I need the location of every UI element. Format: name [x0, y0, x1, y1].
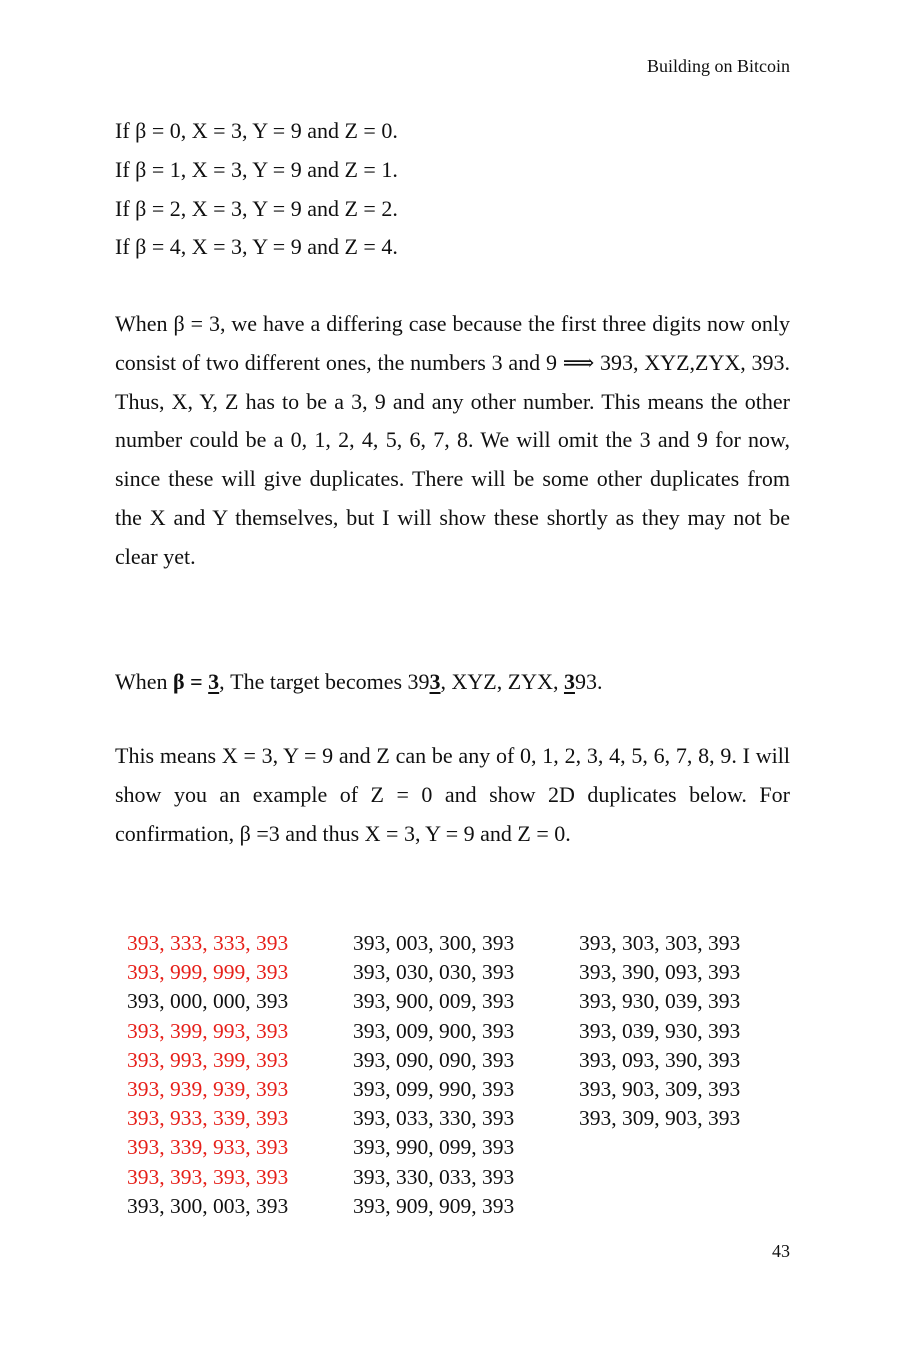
number-sequence: 393, 330, 033, 393 [353, 1164, 515, 1189]
condition-line: If β = 2, X = 3, Y = 9 and Z = 2. [115, 195, 398, 221]
number-sequence: 393, 309, 903, 393 [579, 1106, 741, 1131]
number-sequence: 393, 039, 930, 393 [579, 1018, 741, 1043]
number-table-column-3 [579, 929, 794, 1133]
number-sequence: 393, 390, 093, 393 [579, 960, 741, 985]
condition-line: If β = 0, X = 3, Y = 9 and Z = 0. [115, 118, 398, 143]
paragraph-beta3-explanation: When β = 3, we have a differing case because the first three digits now only consist of two different ones, the numbers 3 and 9 ⟹ 393, XYZ,ZYX, 393. Thus, X, Y, Z has to be a 3, 9 and any other number. This means the other number could be a 0, 1, 2, 4, 5, 6, 7, 8. We will omit the 3 and 9 for now, since these will give duplicates. There will be some other duplicates from the X and Y themselves, but I will show these shortly as they may not be clear yet. [115, 311, 790, 569]
number-sequence: 393, 099, 990, 393 [353, 1077, 515, 1102]
target-sentence-segment: 3 [208, 669, 220, 694]
beta-conditions-block [115, 112, 815, 267]
running-header-title: Building on Bitcoin [646, 56, 790, 76]
target-sentence-segment: , XYZ, ZYX, [440, 669, 564, 694]
number-sequence: 393, 999, 999, 393 [127, 960, 289, 985]
number-sequence: 393, 399, 993, 393 [127, 1018, 289, 1043]
condition-line: If β = 4, X = 3, Y = 9 and Z = 4. [115, 234, 398, 260]
number-sequence: 393, 990, 099, 393 [353, 1135, 515, 1160]
number-sequence: 393, 033, 330, 393 [353, 1106, 515, 1131]
target-sentence-segment: When [115, 669, 174, 694]
number-sequence: 393, 093, 390, 393 [579, 1047, 741, 1072]
number-sequence: 393, 300, 003, 393 [127, 1193, 289, 1218]
number-sequence: 393, 003, 300, 393 [353, 931, 515, 955]
number-table-column-2 [353, 929, 568, 1221]
number-sequence: 393, 933, 339, 393 [127, 1106, 289, 1131]
number-sequence: 393, 930, 039, 393 [579, 989, 741, 1014]
number-sequence: 393, 303, 303, 393 [579, 931, 741, 955]
number-sequence: 393, 090, 090, 393 [353, 1047, 515, 1072]
number-sequence: 393, 993, 399, 393 [127, 1047, 289, 1072]
number-sequence: 393, 900, 009, 393 [353, 989, 515, 1014]
page-number: 43 [772, 1241, 790, 1261]
target-sentence [115, 663, 790, 702]
condition-line: If β = 1, X = 3, Y = 9 and Z = 1. [115, 156, 398, 182]
target-sentence-segment: , The target becomes 39 [219, 669, 430, 694]
target-sentence-segment: 3 [429, 669, 441, 694]
number-sequence: 393, 339, 933, 393 [127, 1135, 289, 1160]
number-sequence: 393, 903, 309, 393 [579, 1077, 741, 1102]
paragraph-example-z0: This means X = 3, Y = 9 and Z can be any of 0, 1, 2, 3, 4, 5, 6, 7, 8, 9. I will show you an example of Z = 0 and show 2D duplicates below. For confirmation, β =3 and thus X = 3, Y = 9 and Z = 0. [115, 743, 790, 846]
number-table-column-1 [127, 929, 342, 1221]
number-sequence: 393, 909, 909, 393 [353, 1193, 515, 1218]
number-sequence: 393, 333, 333, 393 [127, 931, 289, 955]
target-sentence-segment: β = [173, 669, 209, 694]
number-sequence: 393, 009, 900, 393 [353, 1018, 515, 1043]
target-sentence-segment: 3 [563, 669, 575, 694]
number-sequence: 393, 030, 030, 393 [353, 960, 515, 985]
number-sequence: 393, 393, 393, 393 [127, 1164, 289, 1189]
number-sequence: 393, 939, 939, 393 [127, 1077, 289, 1102]
target-sentence-segment: 93. [574, 669, 603, 694]
number-sequence: 393, 000, 000, 393 [127, 989, 289, 1014]
